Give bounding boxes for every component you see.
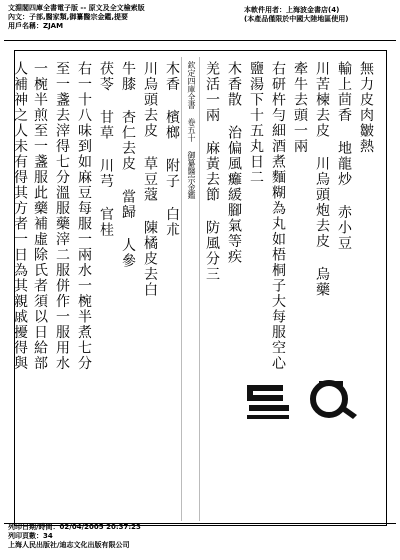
- fold-column: 欽定四庫全書 卷五十 御纂醫宗金鑑: [187, 61, 196, 199]
- text-column: 木香散 治偏風癱緩腳氣等疾: [226, 61, 242, 265]
- text-column: 牽牛去頭一兩: [292, 61, 308, 154]
- header-line: 本軟件用者：上海波金書店(4): [244, 6, 340, 14]
- text-column: 羌活一兩 麻黃去節 防風分三: [204, 61, 220, 282]
- seal-mark-icon: [243, 375, 361, 423]
- text-column: 茯苓 甘草 川芎 官桂: [98, 61, 114, 238]
- text-column: 牛膝 杏仁去皮 當歸 人參: [120, 61, 136, 269]
- column-divider: [199, 57, 200, 521]
- column-divider: [181, 57, 182, 521]
- text-column: 輸上茴香 地龍炒 赤小豆: [336, 61, 352, 251]
- text-column: 至一盞去滓得七分溫服藥滓二服併作一服用水: [54, 61, 70, 371]
- text-column: 無力皮肉皺熱: [358, 61, 374, 154]
- print-header-left: [8, 4, 145, 31]
- text-column: 鹽湯下十五丸日二: [248, 61, 264, 185]
- text-column: 人補神之人未有得其方者一日為其親戚擾得與: [12, 61, 28, 371]
- header-divider: [4, 40, 396, 41]
- text-column: 川苦楝去皮 川烏頭炮去皮 烏藥: [314, 61, 330, 298]
- header-line: (本產品僅限於中國大陸地區使用): [244, 15, 349, 23]
- text-column: 右研杵勻細酒煮麵糊為丸如梧桐子大每服空心: [270, 61, 286, 371]
- text-column: 一椀半煎至一盞服此藥補虛除氏者須以日給部: [32, 61, 48, 371]
- header-line: 文淵閣四庫全書電子版 -- 原文及全文檢索版: [8, 4, 145, 12]
- footer-line: 列印日期/時間：02/04/2005 20:37:23: [8, 523, 141, 531]
- header-line: 用戶名稱：ZJAM: [8, 22, 64, 30]
- print-header-right: [244, 6, 348, 24]
- text-column: 右一十八味到如麻豆每服一兩水一椀半煮七分: [76, 61, 92, 371]
- text-column: 木香 檳榔 附子 白朮: [164, 61, 180, 238]
- text-column: 川烏頭去皮 草豆蔻 陳橘皮去白: [142, 61, 158, 298]
- footer-line: 列印頁數：34: [8, 532, 53, 540]
- print-footer: [8, 523, 141, 550]
- footer-line: 上海人民出版社/迪志文化出版有限公司: [8, 541, 130, 549]
- document-page: [14, 50, 387, 526]
- header-line: 內文：子部,醫家類,御纂醫宗金鑑,提要: [8, 13, 128, 21]
